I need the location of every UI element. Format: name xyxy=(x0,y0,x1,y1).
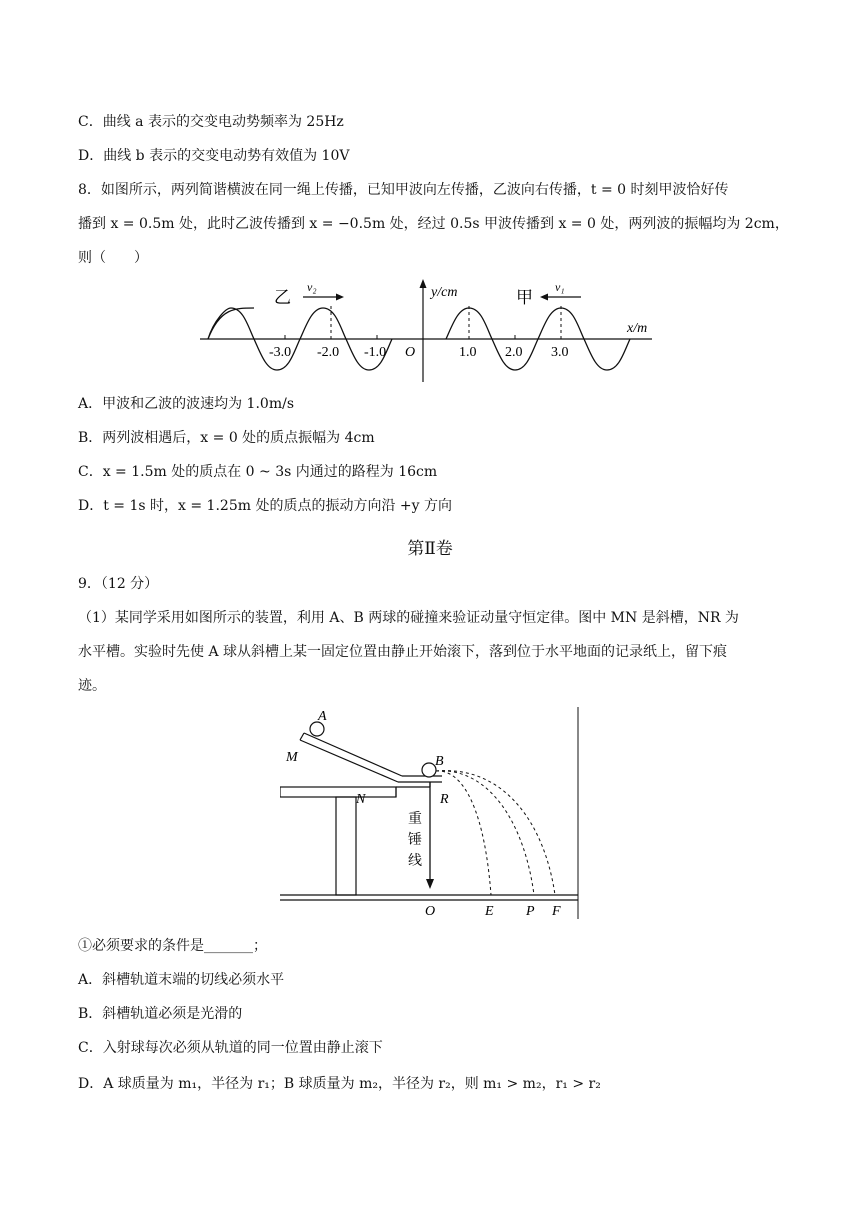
ball-b xyxy=(422,763,436,777)
q8-stem-line2: 播到 x = 0.5m 处，此时乙波传播到 x = −0.5m 处，经过 0.5s 甲波传播到 x = 0 处，两列波的振幅均为 2cm， xyxy=(78,216,789,232)
q8-option-a: A．甲波和乙波的波速均为 1.0m/s xyxy=(78,396,295,412)
q9-option-d: D．A 球质量为 m₁，半径为 r₁；B 球质量为 m₂，半径为 r₂，则 m₁ > m₂，r₁ > r₂ xyxy=(78,1076,601,1092)
q9-option-b: B．斜槽轨道必须是光滑的 xyxy=(78,1006,243,1022)
tick-label: -2.0 xyxy=(317,345,340,360)
q8-option-b: B．两列波相遇后，x = 0 处的质点振幅为 4cm xyxy=(78,430,375,446)
x-axis-label: x/m xyxy=(627,321,648,336)
q9-collision-apparatus-figure xyxy=(280,705,580,921)
label-b: B xyxy=(435,754,444,769)
q8-option-d: D．t = 1s 时，x = 1.25m 处的质点的振动方向沿 +y 方向 xyxy=(78,498,452,514)
q7-option-d: D．曲线 b 表示的交变电动势有效值为 10V xyxy=(78,148,350,164)
label-n: N xyxy=(356,792,366,807)
tick-label: 3.0 xyxy=(551,345,569,360)
plumb-label: 线 xyxy=(408,854,422,869)
label-r: R xyxy=(440,792,449,807)
q8-stem-line3: 则（ ） xyxy=(78,250,148,266)
section-title: 第Ⅱ卷 xyxy=(407,539,453,559)
q7-option-c: C．曲线 a 表示的交变电动势频率为 25Hz xyxy=(78,114,344,130)
label-m: M xyxy=(286,750,298,765)
label-p: P xyxy=(526,904,535,919)
v2-label: v₂ xyxy=(307,280,317,294)
origin-label: O xyxy=(405,345,416,360)
wave-label-jia: 甲 xyxy=(516,288,533,307)
q9-option-a: A．斜槽轨道末端的切线必须水平 xyxy=(78,972,285,988)
q9-option-c: C．入射球每次必须从轨道的同一位置由静止滚下 xyxy=(78,1040,383,1056)
label-a: A xyxy=(318,709,327,724)
q9-sub-question-1: ①必须要求的条件是_______； xyxy=(78,938,267,954)
ball-a xyxy=(310,722,324,736)
q9-header: 9．（12 分） xyxy=(78,576,159,592)
tick-label: -1.0 xyxy=(364,345,387,360)
plumb-label: 锤 xyxy=(408,833,422,848)
q9-stem-line1: （1）某同学采用如图所示的装置，利用 A、B 两球的碰撞来验证动量守恒定律。图中 MN 是斜槽，NR 为 xyxy=(78,610,739,626)
wave-label-yi: 乙 xyxy=(274,288,291,307)
q9-stem-line2: 水平槽。实验时先使 A 球从斜槽上某一固定位置由静止开始滚下，落到位于水平地面的记录纸上，留下痕 xyxy=(78,644,728,660)
q8-option-c: C．x = 1.5m 处的质点在 0 ~ 3s 内通过的路程为 16cm xyxy=(78,464,438,480)
q8-stem-line1: 8．如图所示，两列简谐横波在同一绳上传播，已知甲波向左传播，乙波向右传播，t = 0 时刻甲波恰好传 xyxy=(78,182,729,198)
label-o: O xyxy=(425,904,436,919)
label-f: F xyxy=(552,904,561,919)
y-axis-label: y/cm xyxy=(431,285,458,300)
v1-label: v₁ xyxy=(555,280,565,294)
label-e: E xyxy=(485,904,494,919)
q9-stem-line3: 迹。 xyxy=(78,678,106,694)
tick-label: 1.0 xyxy=(459,345,477,360)
tick-label: -3.0 xyxy=(269,345,292,360)
plumb-label: 重 xyxy=(408,812,422,827)
tick-label: 2.0 xyxy=(505,345,523,360)
q8-wave-figure xyxy=(200,278,660,388)
